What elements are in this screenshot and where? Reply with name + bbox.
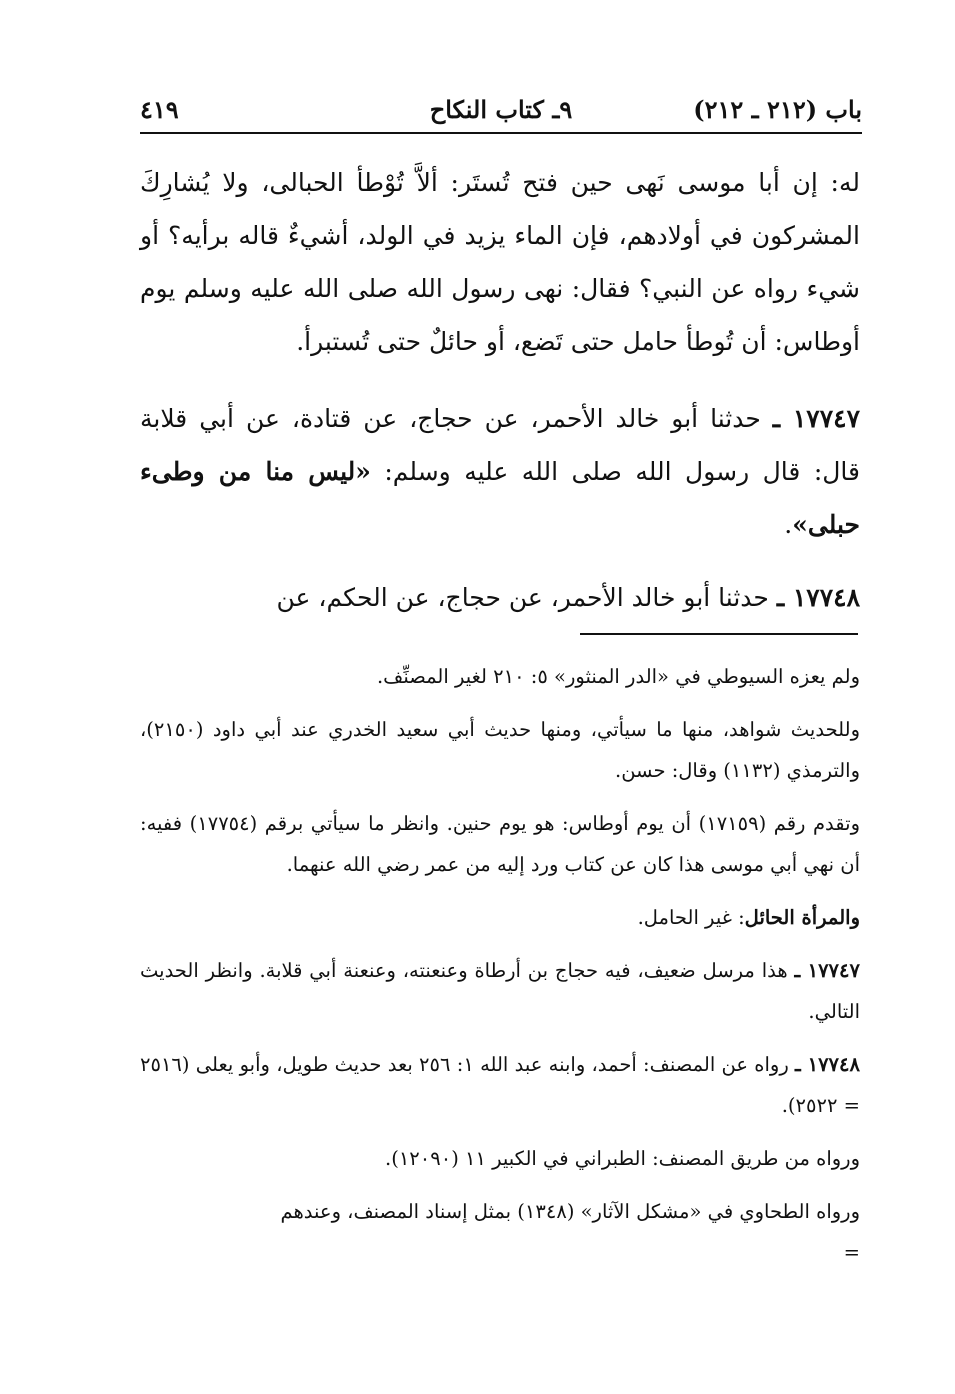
hadith-17748 — [140, 571, 860, 624]
footnote-text: رواه عن المصنف: أحمد، وابنه عبد الله ١: ٢٥٦ بعد حديث طويل، وأبو يعلى (٢٥١٦ = ٢٥٢٢). — [140, 1053, 860, 1117]
hadith-quote: «ليس منا من وطىء حبلى» — [140, 457, 860, 539]
footnote-text: هذا مرسل ضعيف، فيه حجاج بن أرطاة وعنعنته، وعنعنة أبي قلابة. وانظر الحديث التالي. — [140, 959, 860, 1023]
footnote-1: ولم يعزه السيوطي في «الدر المنثور» ٥: ٢١٠ لغير المصنِّف. — [376, 665, 860, 688]
continuation-mark: = — [843, 1241, 860, 1264]
page-header — [140, 86, 862, 134]
chapter-reference: باب (٢١٢ ـ ٢١٢) — [693, 95, 862, 124]
footnote-number: ١٧٧٤٧ ـ — [794, 959, 860, 982]
main-text — [140, 156, 860, 648]
page-number: ٤١٩ — [140, 95, 179, 124]
hadith-number: ١٧٧٤٧ ـ — [772, 404, 861, 433]
hadith-text: حدثنا أبو خالد الأحمر، عن حجاج، عن قتادة، عن أبي قلابة قال: قال رسول الله صلى الله عليه وسلم: — [140, 404, 860, 486]
footnote-divider — [580, 633, 858, 635]
footnotes — [140, 656, 860, 1273]
footnote-6 — [140, 1044, 860, 1126]
footnote-number: ١٧٧٤٨ ـ — [795, 1053, 860, 1076]
hadith-17747 — [140, 392, 860, 551]
hadith-number: ١٧٧٤٨ ـ — [776, 583, 860, 612]
hadith-text: حدثنا أبو خالد الأحمر، عن حجاج، عن الحكم، عن — [276, 583, 777, 612]
footnote-text: ورواه الطحاوي في «مشكل الآثار» (١٣٤٨) بمثل إسناد المصنف، وعندهم — [280, 1200, 860, 1223]
hadith-end: . — [784, 510, 793, 539]
paragraph-continuation: له: إن أبا موسى نَهى حين فتح تُستَر: ألاَّ تُوْطأ الحبالى، ولا يُشارِكَ المشركون في أولادهم، فإن الماء يزيد في الولد، أشيءٌ قاله برأيه؟ أو شيء رواه عن النبي؟ فقال: نهى رسول الله صلى الله عليه وسلم يوم أوطاس: أن تُوطأ حامل حتى تَضع، أو حائلٌ حتى تُستبرأ. — [140, 168, 860, 356]
footnote-8 — [140, 1191, 860, 1273]
footnote-3: وتقدم رقم (١٧١٥٩) أن يوم أوطاس: هو يوم حنين. وانظر ما سيأتي برقم (١٧٧٥٤) ففيه: أن نهي أبي موسى هذا كان عن كتاب ورد إليه من عمر رضي الله عنهما. — [140, 812, 860, 876]
footnote-2: وللحديث شواهد، منها ما سيأتي، ومنها حديث أبي سعيد الخدري عند أبي داود (٢١٥٠)، والترمذي (١١٣٢) وقال: حسن. — [140, 718, 860, 782]
footnote-5 — [140, 950, 860, 1032]
footnote-text: : غير الحامل. — [637, 906, 745, 929]
footnote-7: ورواه من طريق المصنف: الطبراني في الكبير ١١ (١٢٠٩٠). — [385, 1147, 860, 1170]
book-title: ٩ـ كتاب النكاح — [429, 95, 573, 124]
footnote-term: والمرأة الحائل — [744, 906, 860, 929]
footnote-4 — [140, 897, 860, 938]
